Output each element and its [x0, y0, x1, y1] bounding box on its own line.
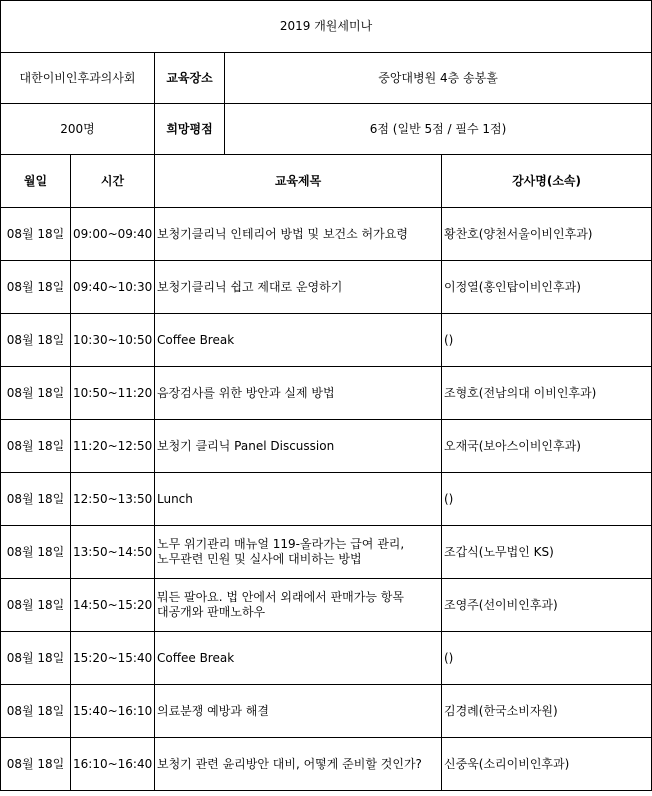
- venue-row: [1, 53, 652, 104]
- session-date: 08월 18일: [1, 685, 71, 738]
- session-date: 08월 18일: [1, 367, 71, 420]
- column-header-row: [1, 155, 652, 208]
- session-topic: 노무 위기관리 매뉴얼 119-올라가는 급여 관리, 노무관련 민원 및 실사에 대비하는 방법: [155, 526, 442, 579]
- session-time: 16:10~16:40: [71, 738, 155, 791]
- session-speaker: 김경례(한국소비자원): [442, 685, 652, 738]
- table-row: [1, 367, 652, 420]
- column-header-time: 시간: [71, 155, 155, 208]
- session-time: 15:20~15:40: [71, 632, 155, 685]
- venue-value: 중앙대병원 4층 송봉홀: [225, 53, 652, 104]
- session-topic: 의료분쟁 예방과 해결: [155, 685, 442, 738]
- venue-label: 교육장소: [155, 53, 225, 104]
- column-header-topic: 교육제목: [155, 155, 442, 208]
- session-topic: 보청기 관련 윤리방안 대비, 어떻게 준비할 것인가?: [155, 738, 442, 791]
- session-date: 08월 18일: [1, 261, 71, 314]
- credits-value: 6점 (일반 5점 / 필수 1점): [225, 104, 652, 155]
- table-row: [1, 579, 652, 632]
- session-time: 11:20~12:50: [71, 420, 155, 473]
- session-date: 08월 18일: [1, 632, 71, 685]
- attendees: 200명: [1, 104, 155, 155]
- session-time: 14:50~15:20: [71, 579, 155, 632]
- session-speaker: 조형호(전남의대 이비인후과): [442, 367, 652, 420]
- session-time: 15:40~16:10: [71, 685, 155, 738]
- table-row: [1, 685, 652, 738]
- session-date: 08월 18일: [1, 526, 71, 579]
- session-speaker: 조갑식(노무법인 KS): [442, 526, 652, 579]
- session-time: 09:40~10:30: [71, 261, 155, 314]
- session-time: 12:50~13:50: [71, 473, 155, 526]
- table-row: [1, 526, 652, 579]
- session-topic: 보청기클리닉 쉽고 제대로 운영하기: [155, 261, 442, 314]
- column-header-speaker: 강사명(소속): [442, 155, 652, 208]
- table-row: [1, 261, 652, 314]
- session-topic: 뭐든 팔아요. 법 안에서 외래에서 판매가능 항목 대공개와 판매노하우: [155, 579, 442, 632]
- session-topic: 음장검사를 위한 방안과 실제 방법: [155, 367, 442, 420]
- session-speaker: 이정열(홍인탑이비인후과): [442, 261, 652, 314]
- session-speaker: (): [442, 473, 652, 526]
- session-topic: 보청기클리닉 인테리어 방법 및 보건소 허가요령: [155, 208, 442, 261]
- credits-row: [1, 104, 652, 155]
- title-row: [1, 1, 652, 53]
- session-speaker: (): [442, 314, 652, 367]
- table-row: [1, 208, 652, 261]
- session-topic: Lunch: [155, 473, 442, 526]
- session-date: 08월 18일: [1, 420, 71, 473]
- page-title: 2019 개원세미나: [1, 1, 652, 53]
- session-speaker: 조영주(선이비인후과): [442, 579, 652, 632]
- session-date: 08월 18일: [1, 738, 71, 791]
- schedule-body: [1, 208, 652, 791]
- session-date: 08월 18일: [1, 314, 71, 367]
- table-row: [1, 314, 652, 367]
- table-row: [1, 473, 652, 526]
- organizer: 대한이비인후과의사회: [1, 53, 155, 104]
- table-row: [1, 632, 652, 685]
- session-speaker: (): [442, 632, 652, 685]
- column-header-date: 월일: [1, 155, 71, 208]
- session-time: 13:50~14:50: [71, 526, 155, 579]
- session-speaker: 황찬호(양천서울이비인후과): [442, 208, 652, 261]
- session-topic: Coffee Break: [155, 632, 442, 685]
- session-time: 10:50~11:20: [71, 367, 155, 420]
- session-topic: Coffee Break: [155, 314, 442, 367]
- credits-label: 희망평점: [155, 104, 225, 155]
- session-speaker: 신중욱(소리이비인후과): [442, 738, 652, 791]
- session-speaker: 오재국(보아스이비인후과): [442, 420, 652, 473]
- session-time: 10:30~10:50: [71, 314, 155, 367]
- table-row: [1, 420, 652, 473]
- session-date: 08월 18일: [1, 579, 71, 632]
- session-topic: 보청기 클리닉 Panel Discussion: [155, 420, 442, 473]
- session-date: 08월 18일: [1, 208, 71, 261]
- table-row: [1, 738, 652, 791]
- session-time: 09:00~09:40: [71, 208, 155, 261]
- session-date: 08월 18일: [1, 473, 71, 526]
